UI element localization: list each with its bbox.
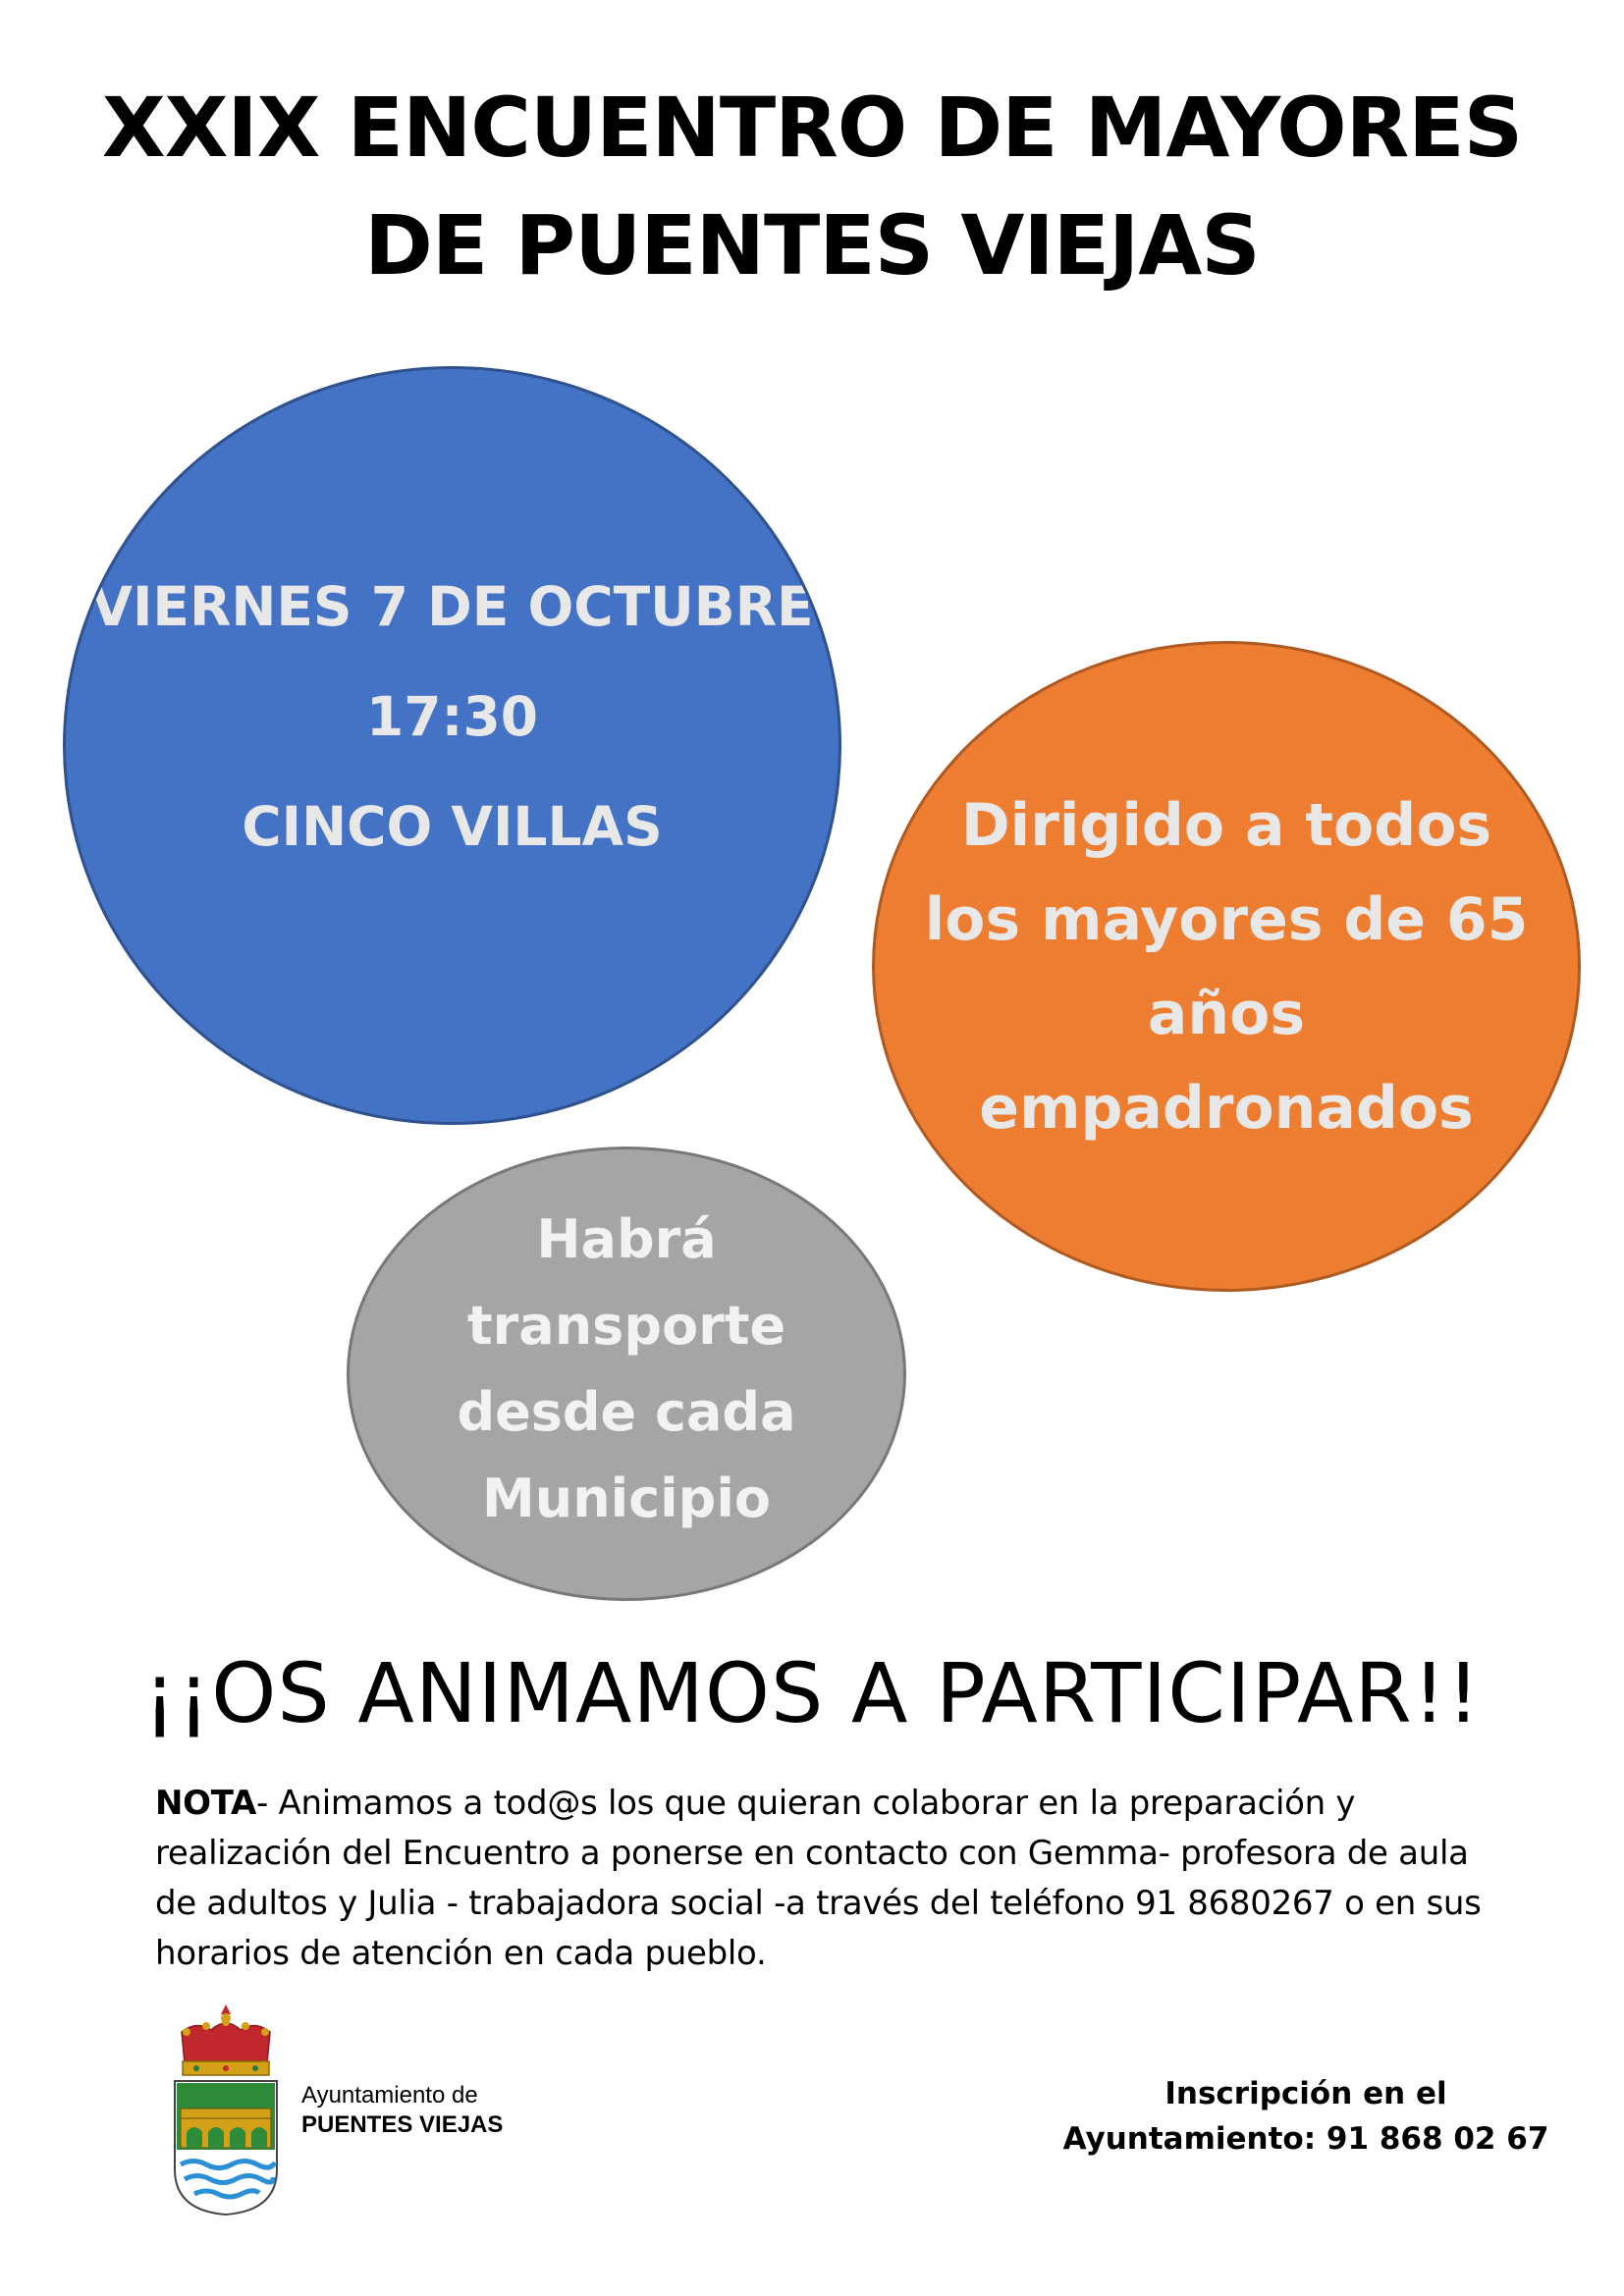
- registration-info: [1060, 2071, 1551, 2162]
- poster-title: [0, 69, 1624, 304]
- event-time: 17:30: [365, 684, 539, 748]
- audience-circle: [872, 641, 1581, 1292]
- note-text: - Animamos a tod@s los que quieran colaborar en la preparación y realización del Encuentro a ponerse en contacto con Gemma- profesora de aula de adultos y Julia - trabajadora social -a través del teléfono 91 8680267 o en sus horarios de atención en cada pueblo.: [155, 1784, 1482, 1973]
- audience-line-1: Dirigido a todos: [960, 790, 1492, 860]
- audience-line-2: los mayores de 65: [924, 884, 1529, 954]
- municipality-line-1: Ayuntamiento de: [301, 2082, 478, 2109]
- note-label: NOTA: [155, 1784, 257, 1823]
- note-paragraph: [155, 1779, 1510, 1979]
- municipality-line-2: PUENTES VIEJAS: [301, 2111, 504, 2138]
- transport-line-1: Habrá: [536, 1208, 717, 1270]
- event-details-circle: [63, 366, 841, 1125]
- transport-line-4: Municipio: [482, 1468, 771, 1529]
- audience-line-3: años: [1147, 979, 1306, 1048]
- event-date: VIERNES 7 DE OCTUBRE: [90, 574, 814, 638]
- transport-line-2: transporte: [466, 1295, 786, 1357]
- municipality-name: [301, 2081, 503, 2140]
- title-line-2: DE PUENTES VIEJAS: [364, 197, 1260, 294]
- transport-line-3: desde cada: [457, 1381, 796, 1443]
- transport-circle: [347, 1147, 906, 1601]
- audience-line-4: empadronados: [979, 1073, 1474, 1143]
- call-to-action: ¡¡OS ANIMAMOS A PARTICIPAR!!: [142, 1645, 1482, 1741]
- registration-line-1: Inscripción en el: [1164, 2076, 1447, 2111]
- coat-of-arms-icon: [167, 2002, 285, 2218]
- event-location: CINCO VILLAS: [242, 794, 663, 858]
- title-line-1: XXIX ENCUENTRO DE MAYORES: [101, 80, 1523, 176]
- registration-line-2: Ayuntamiento: 91 868 02 67: [1062, 2121, 1549, 2157]
